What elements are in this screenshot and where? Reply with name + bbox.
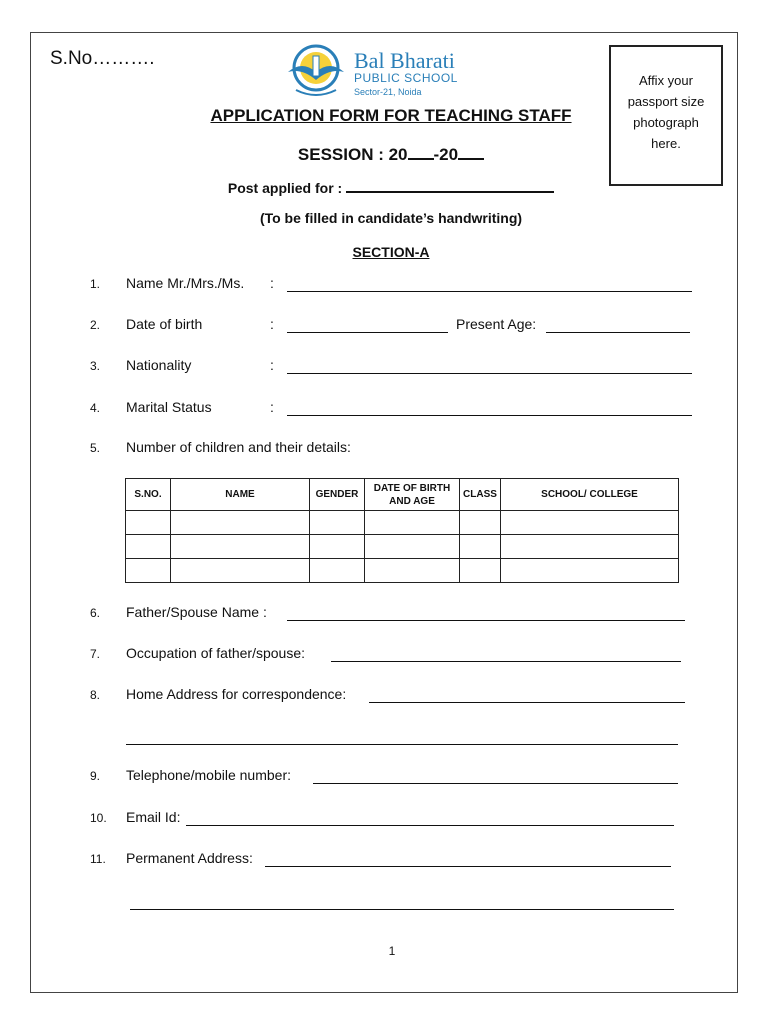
section-title: SECTION-A [352, 244, 430, 260]
session-prefix: SESSION : 20 [297, 145, 408, 164]
field-number: 3. [90, 359, 101, 373]
post-applied-label: Post applied for : [227, 180, 343, 196]
field-number: 11. [90, 852, 106, 866]
home-address-blank-line2[interactable] [126, 730, 678, 745]
table-cell[interactable] [310, 535, 365, 559]
photo-box-line: Affix your [639, 73, 693, 88]
table-cell[interactable] [310, 511, 365, 535]
photo-box-line: photograph [633, 115, 699, 130]
column-header-sno: S.NO. [126, 479, 171, 511]
table-cell[interactable] [126, 511, 171, 535]
column-header-name: NAME [171, 479, 310, 511]
photo-box-line: passport size [627, 94, 705, 109]
session-start-blank[interactable] [408, 144, 434, 160]
field-label-children: Number of children and their details: [126, 439, 351, 455]
table-cell[interactable] [501, 511, 679, 535]
table-row [126, 511, 679, 535]
field-label-home-address: Home Address for correspondence: [126, 686, 347, 702]
session-mid: -20 [433, 145, 459, 164]
page-number: 1 [388, 944, 396, 958]
email-blank[interactable] [186, 811, 674, 826]
field-number: 8. [90, 688, 101, 702]
table-cell[interactable] [126, 535, 171, 559]
school-emblem-icon [282, 42, 352, 100]
father-spouse-blank[interactable] [287, 606, 685, 621]
field-number: 5. [90, 441, 101, 455]
session-line [0, 144, 768, 165]
name-blank[interactable] [287, 277, 692, 292]
table-cell[interactable] [310, 559, 365, 583]
form-title: APPLICATION FORM FOR TEACHING STAFF [210, 106, 572, 125]
permanent-address-blank-line2[interactable] [130, 895, 674, 910]
table-row [126, 559, 679, 583]
table-header-row [126, 479, 679, 511]
table-cell[interactable] [171, 511, 310, 535]
serial-number-label: S.No………. [50, 48, 155, 69]
table-cell[interactable] [365, 559, 460, 583]
field-colon: : [270, 399, 274, 415]
school-logo [282, 42, 472, 100]
photo-box-line: here. [651, 136, 681, 151]
post-applied-line [0, 179, 768, 196]
field-label-occupation: Occupation of father/spouse: [126, 645, 305, 661]
field-colon: : [270, 316, 274, 332]
field-colon: : [270, 275, 274, 291]
table-cell[interactable] [460, 535, 501, 559]
field-label-telephone: Telephone/mobile number: [126, 767, 291, 783]
table-cell[interactable] [171, 535, 310, 559]
field-number: 4. [90, 401, 101, 415]
dob-blank[interactable] [287, 318, 448, 333]
nationality-blank[interactable] [287, 359, 692, 374]
field-label-permanent-address: Permanent Address: [126, 850, 253, 866]
occupation-blank[interactable] [331, 647, 681, 662]
children-details-table [125, 478, 679, 583]
column-header-dob-age: DATE OF BIRTH AND AGE [365, 479, 460, 511]
session-end-blank[interactable] [458, 144, 484, 160]
present-age-blank[interactable] [546, 318, 690, 333]
table-cell[interactable] [501, 535, 679, 559]
present-age-label: Present Age: [456, 316, 537, 332]
field-number: 7. [90, 647, 101, 661]
field-label-name: Name Mr./Mrs./Ms. [126, 275, 245, 291]
field-number: 6. [90, 606, 101, 620]
field-label-marital-status: Marital Status [126, 399, 212, 415]
field-number: 9. [90, 769, 101, 783]
column-header-gender: GENDER [310, 479, 365, 511]
permanent-address-blank[interactable] [265, 852, 671, 867]
handwriting-instruction: (To be filled in candidate’s handwriting) [259, 210, 523, 226]
school-location: Sector-21, Noida [354, 87, 422, 97]
field-label-email: Email Id: [126, 809, 181, 825]
field-label-nationality: Nationality [126, 357, 192, 373]
table-cell[interactable] [126, 559, 171, 583]
table-cell[interactable] [501, 559, 679, 583]
table-cell[interactable] [460, 559, 501, 583]
school-name: Bal Bharati [354, 48, 455, 73]
table-cell[interactable] [365, 511, 460, 535]
field-number: 1. [90, 277, 101, 291]
column-header-class: CLASS [460, 479, 501, 511]
table-row [126, 535, 679, 559]
home-address-blank[interactable] [369, 688, 685, 703]
school-subtitle: PUBLIC SCHOOL [354, 71, 458, 85]
table-cell[interactable] [171, 559, 310, 583]
field-number: 2. [90, 318, 101, 332]
table-cell[interactable] [460, 511, 501, 535]
field-label-dob: Date of birth [126, 316, 203, 332]
marital-status-blank[interactable] [287, 401, 692, 416]
field-colon: : [270, 357, 274, 373]
telephone-blank[interactable] [313, 769, 678, 784]
table-cell[interactable] [365, 535, 460, 559]
post-applied-blank[interactable] [346, 179, 554, 193]
field-label-father-spouse: Father/Spouse Name : [126, 604, 267, 620]
field-number: 10. [90, 811, 107, 825]
column-header-school: SCHOOL/ COLLEGE [501, 479, 679, 511]
